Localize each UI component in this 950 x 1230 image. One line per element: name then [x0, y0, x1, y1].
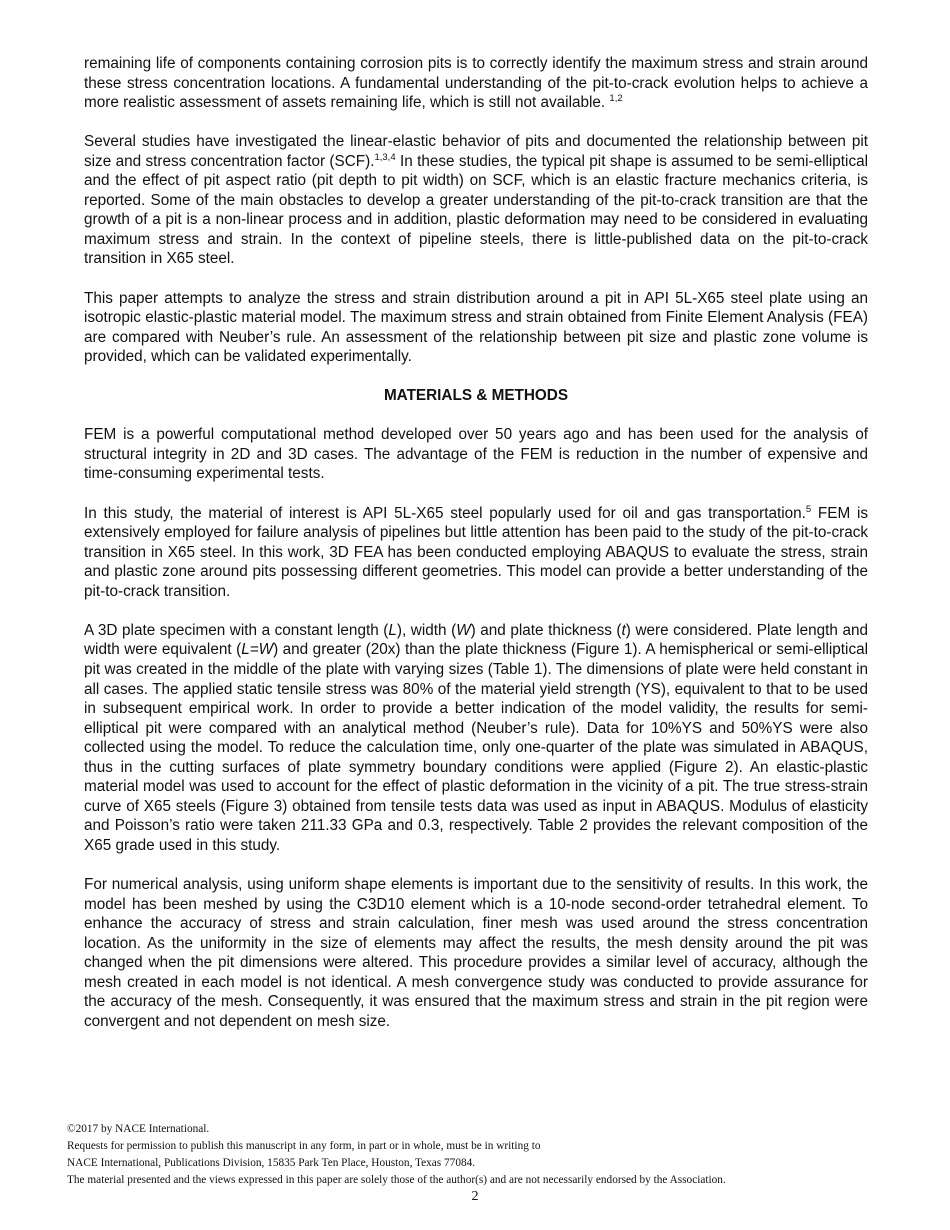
- footer-address-line: NACE International, Publications Division, 15835 Park Ten Place, Houston, Texas 77084.: [67, 1157, 476, 1170]
- footer-disclaimer-line: The material presented and the views expressed in this paper are solely those of the author(s) and are not necessarily endorsed by the Association.: [67, 1174, 726, 1187]
- section-heading: MATERIALS & METHODS: [383, 387, 569, 405]
- paragraph-meshing: For numerical analysis, using uniform shape elements is important due to the sensitivity of results. In this work, the model has been meshed by using the C3D10 element which is a 10-node second-order tetrahedral element. To enhance the accuracy of stress and strain calculation, finer mesh was used around the stress concentration location. As the uniformity in the size of elements may affect the results, the mesh density around the pit was changed when the pit dimensions were altered. This procedure provides a similar level of accuracy, although the mesh created in each model is not identical. A mesh convergence study was conducted to provide assurance for the accuracy of the mesh. Consequently, it was ensured that the maximum stress and strain in the pit region were convergent and not dependent on mesh size.: [84, 875, 868, 1030]
- footer-permission-line: Requests for permission to publish this manuscript in any form, in part or in whole, must be in writing to: [67, 1140, 541, 1153]
- page-number: 2: [471, 1189, 479, 1204]
- citation: 1,3,4: [374, 151, 396, 163]
- citation: 5: [805, 503, 812, 515]
- citation: 1,2: [609, 93, 623, 105]
- paragraph-prior-studies: Several studies have investigated the linear-elastic behavior of pits and documented the relationship between pit size and stress concentration factor (SCF).$^{1,3,4}$ In these studies, the typical pit shape is assumed to be semi-elliptical and the effect of pit aspect ratio (pit depth to pit width) on SCF, which is an elastic fracture mechanics criteria, is reported. Some of the main obstacles to develop a greater understanding of the pit-to-crack transition are that the growth of a pit is a non-linear process and in addition, plastic deformation may need to be considered in evaluating maximum stress and strain. In the context of pipeline steels, there is little-published data on the pit-to-crack transition in X65 steel.: [84, 133, 868, 268]
- footer-copyright: ©2017 by NACE International.: [67, 1123, 210, 1135]
- paragraph-paper-aim: This paper attempts to analyze the stress and strain distribution around a pit in API 5L-X65 steel plate using an isotropic elastic-plastic material model. The maximum stress and strain obtained from Finite Element Analysis (FEA) are compared with Neuber’s rule. An assessment of the relationship between pit size and plastic zone volume is provided, which can be validated experimentally.: [84, 289, 868, 366]
- paragraph-material: In this study, the material of interest is API 5L-X65 steel popularly used for oil and gas transportation.$^5$ FEM is extensively employed for failure analysis of pipelines but little attention has been paid to the study of the pit-to-crack transition in X65 steel. In this work, 3D FEA has been conducted employing ABAQUS to evaluate the stress, strain and plastic zone around pits possessing different geometries. This model can provide a better understanding of the pit-to-crack transition.: [84, 503, 868, 600]
- paragraph-intro-continued: remaining life of components containing corrosion pits is to correctly identify the maximum stress and strain around these stress concentration locations. A fundamental understanding of the pit-to-crack evolution helps to achieve a more realistic assessment of assets remaining life, which is still not available. $^{1,2}$: [84, 55, 868, 112]
- footer: [67, 1121, 887, 1189]
- page-body: [84, 54, 868, 1031]
- paragraph-specimen: A 3D plate specimen with a constant length (L), width (W) and plate thickness (t) were considered. Plate length and width were equivalent (L=W) and greater (20x) than the plate thickness (Figure 1). A hemispherical or semi-elliptical pit was created in the middle of the plate with varying sizes (Table 1). The dimensions of plate were held constant in all cases. The applied static tensile stress was 80% of the material yield strength (YS), equivalent to that to be used in subsequent empirical work. In order to provide a better indication of the model validity, the results for semi-elliptical pit were compared with an analytical method (Neuber’s rule). Data for 10%YS and 50%YS were also collected using the model. To reduce the calculation time, only one-quarter of the plate was simulated in ABAQUS, thus in the cutting surfaces of plate symmetry boundary conditions were applied (Figure 2). An elastic-plastic material model was used to account for the effect of plastic deformation in the vicinity of a pit. The true stress-strain curve of X65 steels (Figure 3) obtained from tensile tests data was used as input in ABAQUS. Modulus of elasticity and Poisson’s ratio were taken 211.33 GPa and 0.3, respectively. Table 2 provides the relevant composition of the X65 grade used in this study.: [84, 621, 868, 854]
- paragraph-fem-intro: FEM is a powerful computational method developed over 50 years ago and has been used for the analysis of structural integrity in 2D and 3D cases. The advantage of the FEM is reduction in the number of expensive and time-consuming experimental tests.: [84, 426, 868, 483]
